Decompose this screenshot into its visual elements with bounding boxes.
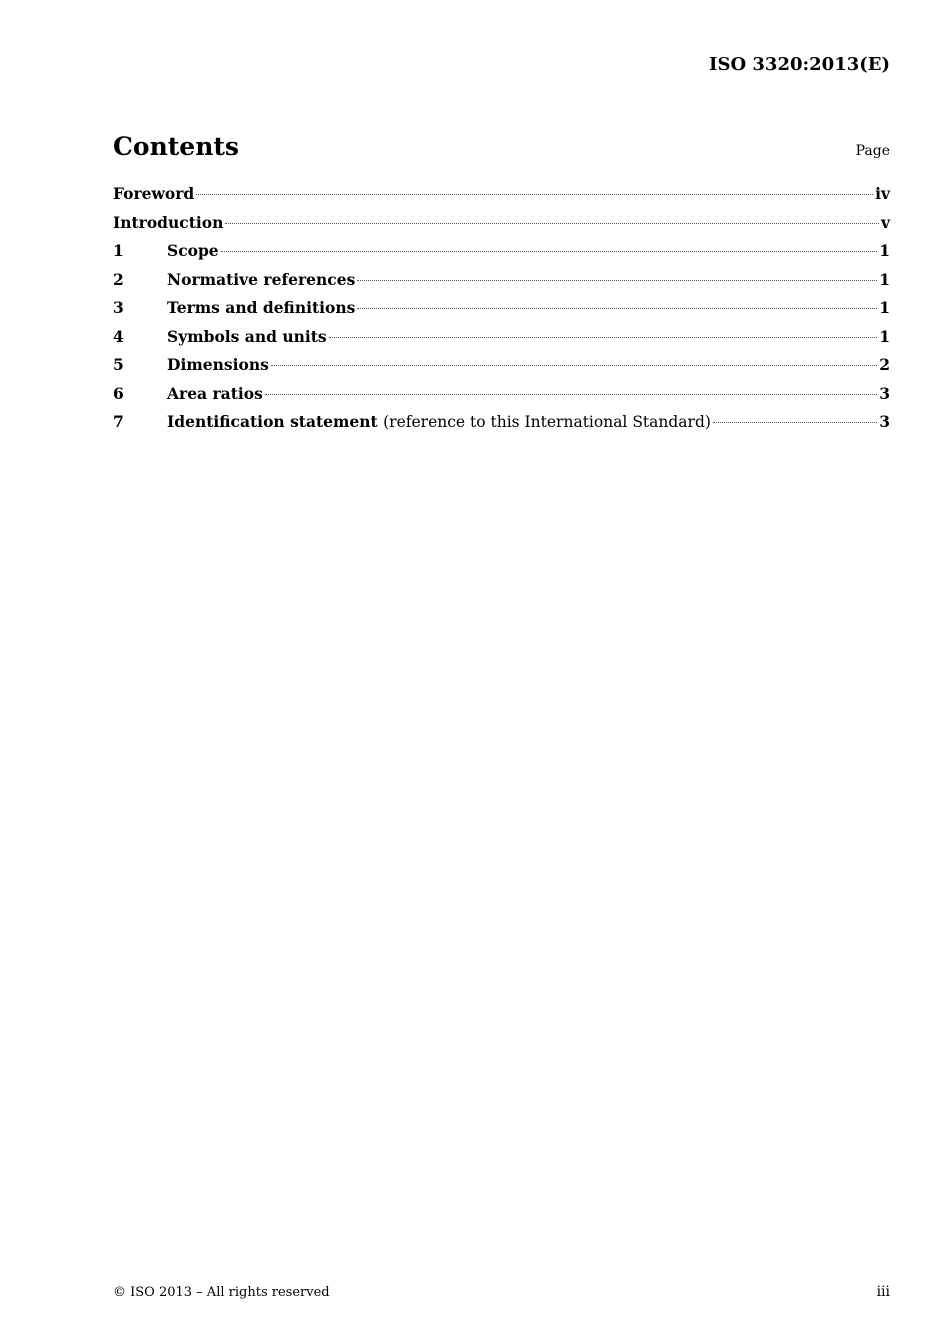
toc-entry-page: v [880,212,890,232]
dot-leader [225,223,879,224]
toc-entry-title: Identification statement [167,412,378,431]
toc-entry-title: Symbols and units [167,326,327,346]
contents-heading: Contents [113,132,240,161]
page-number: iii [876,1284,890,1300]
toc-entry-page: iv [875,184,890,203]
toc-entry-number: 2 [113,269,124,289]
table-of-contents [113,184,890,441]
toc-entry-title: Foreword [113,184,195,203]
toc-entry-identification-statement[interactable] [113,412,890,441]
toc-entry-page: 1 [879,241,890,260]
toc-entry-number: 5 [113,355,124,374]
dot-leader [271,365,877,366]
dot-leader [329,337,878,338]
dot-leader [713,422,877,423]
toc-entry-subtitle: (reference to this International Standard) [383,413,711,431]
toc-entry-title: Terms and definitions [167,298,356,317]
toc-entry-page: 2 [879,355,890,374]
toc-entry-page: 3 [879,412,890,431]
toc-entry-title: Introduction [113,212,224,232]
toc-entry-title: Dimensions [167,355,269,374]
toc-entry-number: 4 [113,326,124,346]
toc-entry-page: 1 [879,298,890,317]
toc-entry-title: Scope [167,241,219,260]
toc-entry-number: 3 [113,298,124,317]
toc-entry-title: Normative references [167,269,356,289]
dot-leader [265,394,877,395]
dot-leader [196,194,873,195]
document-id: ISO 3320:2013(E) [709,54,890,75]
copyright-notice: © ISO 2013 – All rights reserved [113,1285,330,1300]
toc-entry-terms-and-definitions[interactable] [113,298,890,327]
toc-entry-area-ratios[interactable] [113,384,890,413]
toc-entry-number: 6 [113,383,124,403]
toc-entry-normative-references[interactable] [113,270,890,299]
toc-entry-number: 1 [113,241,124,260]
dot-leader [357,280,877,281]
toc-entry-scope[interactable] [113,241,890,270]
dot-leader [357,308,877,309]
toc-entry-symbols-and-units[interactable] [113,327,890,356]
page-column-label: Page [855,143,890,159]
toc-entry-page: 3 [879,383,890,403]
toc-entry-page: 1 [879,269,890,289]
toc-entry-foreword[interactable] [113,184,890,213]
dot-leader [221,251,878,252]
toc-entry-dimensions[interactable] [113,355,890,384]
toc-entry-title-group [167,412,711,431]
toc-entry-number: 7 [113,412,124,431]
toc-entry-title: Area ratios [167,383,263,403]
toc-entry-page: 1 [879,326,890,346]
toc-entry-introduction[interactable] [113,213,890,242]
